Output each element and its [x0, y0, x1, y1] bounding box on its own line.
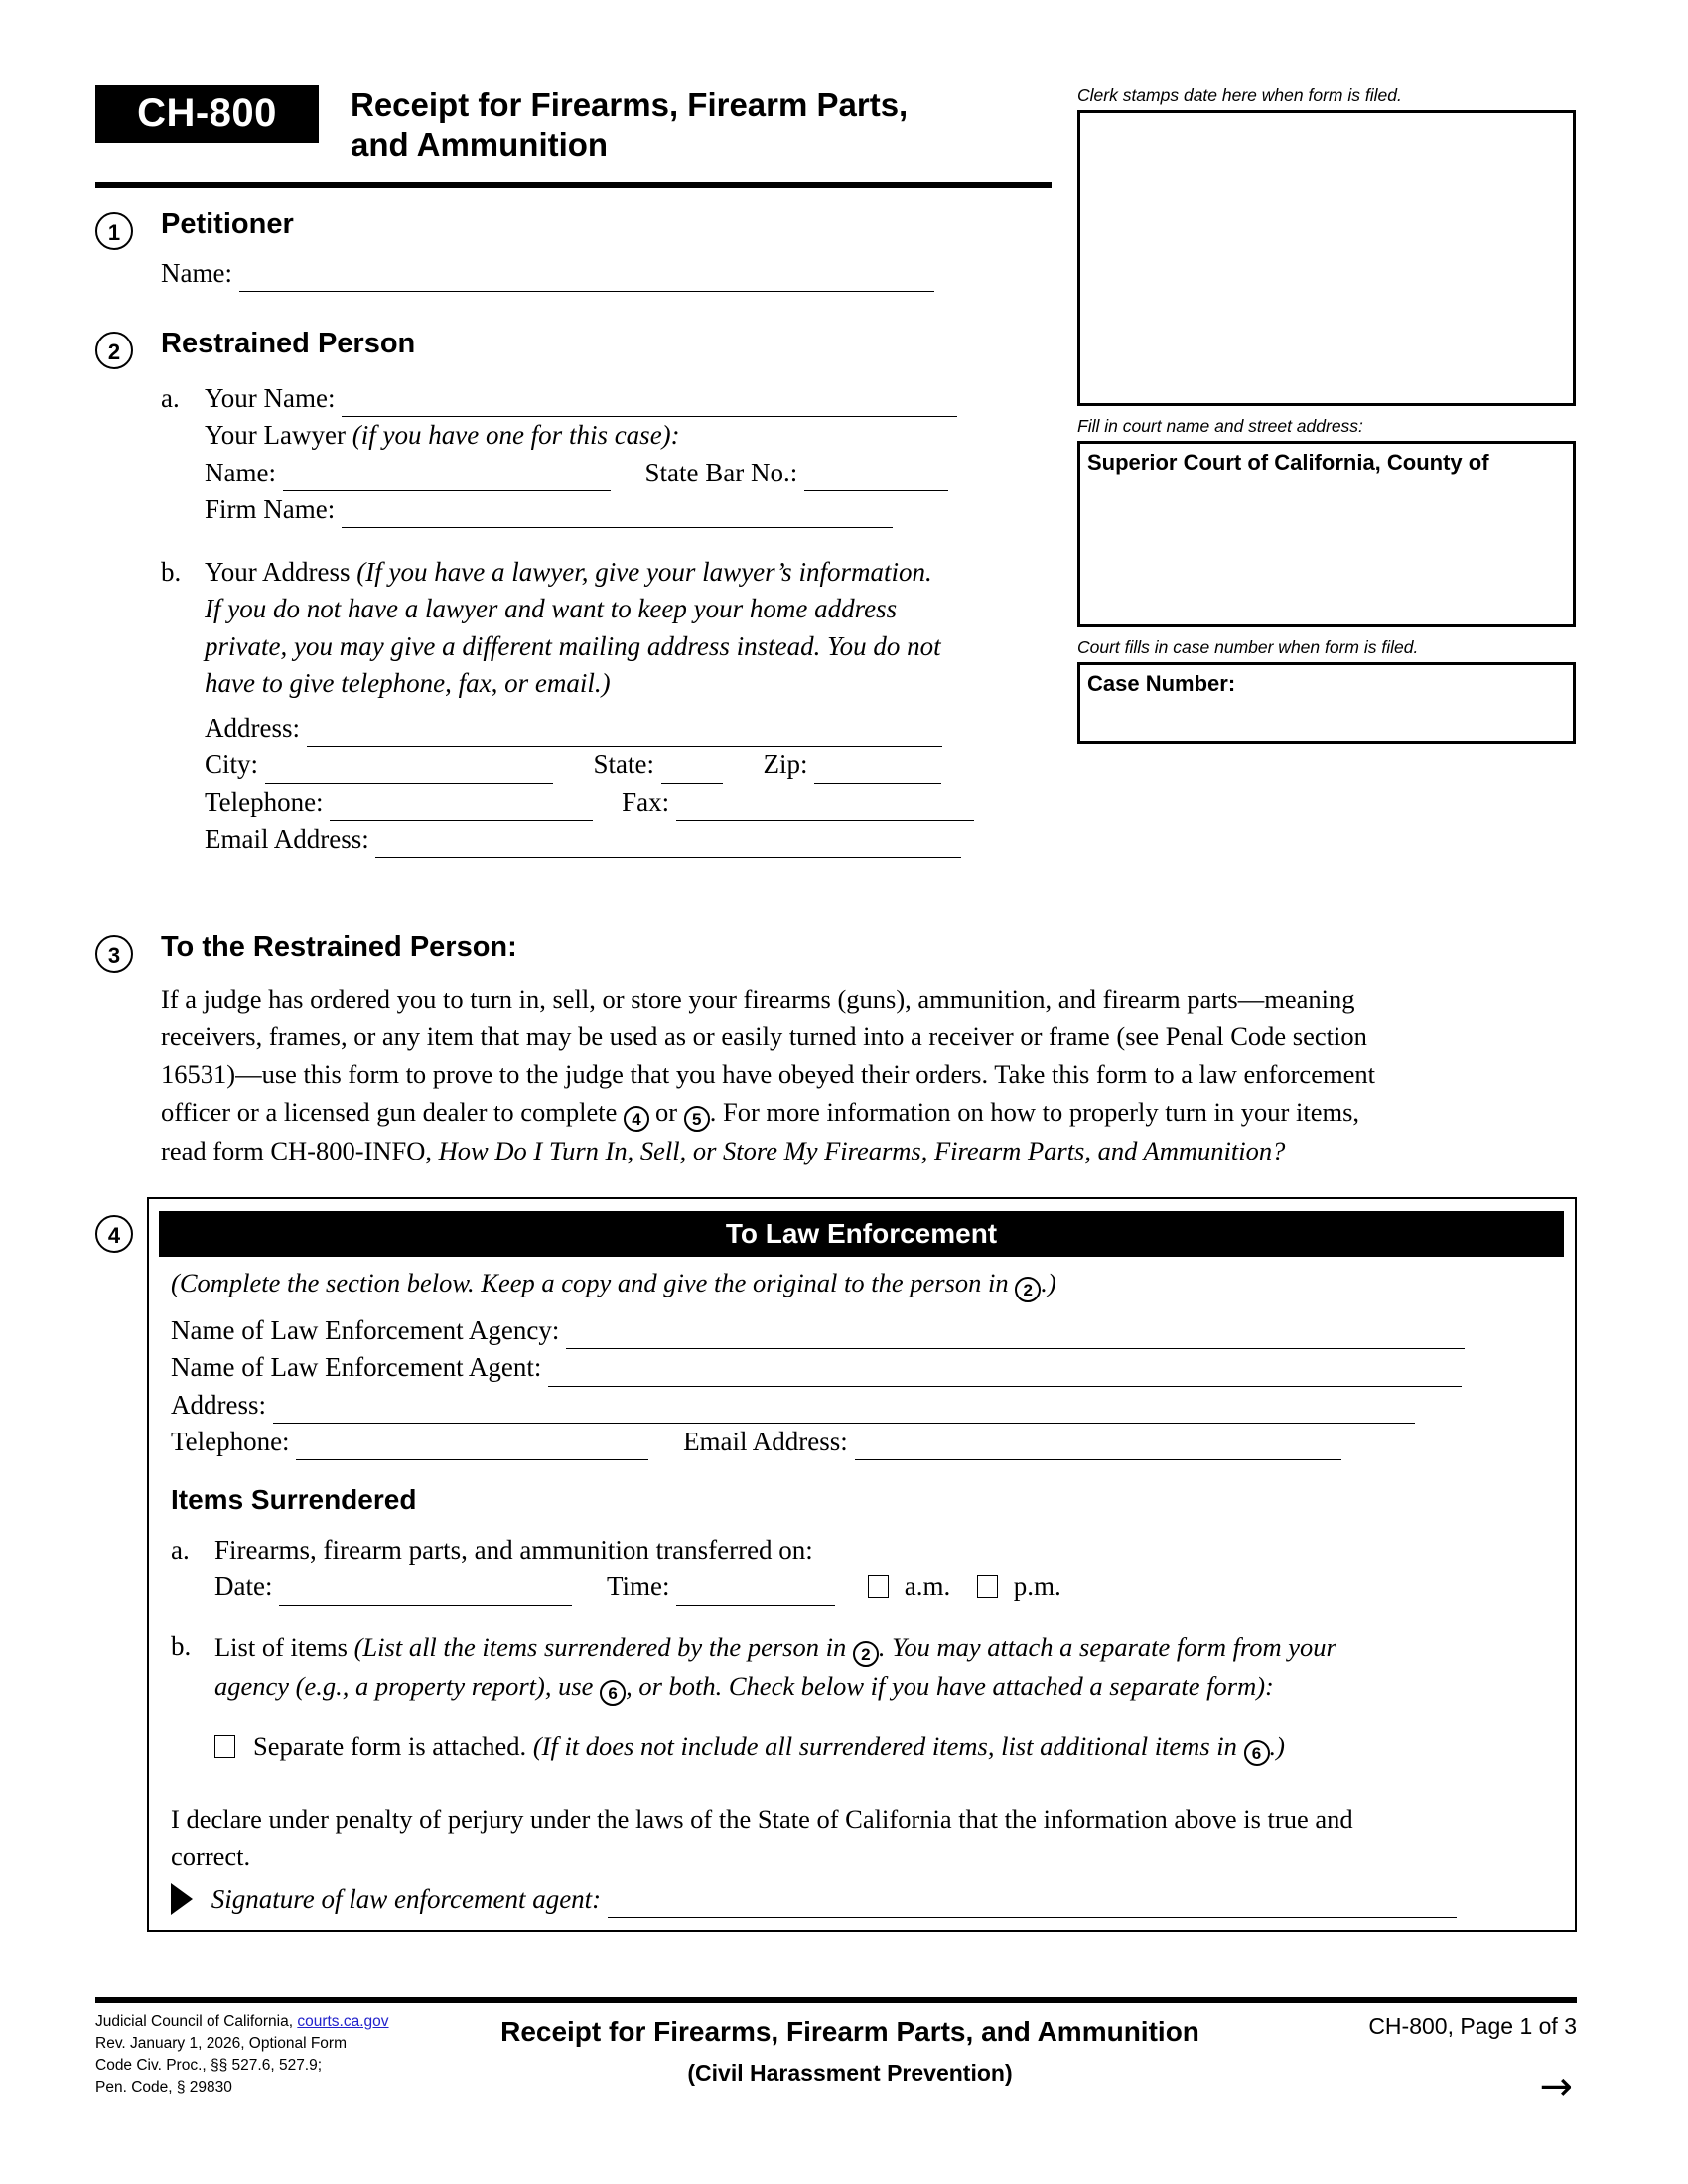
signature-row [171, 1881, 1561, 1918]
items-surrendered-heading: Items Surrendered [171, 1484, 417, 1515]
your-name-row [205, 380, 1058, 417]
separate-form-note-a: (If it does not include all surrendered items, list additional items in [526, 1730, 1244, 1761]
state-bar-input[interactable] [804, 457, 948, 491]
footer-subtitle: (Civil Harassment Prevention) [687, 2059, 1013, 2086]
section-3-line-3: 16531)—use this form to prove to the judge that you have obeyed their orders. Take this form to a law enforcement [161, 1059, 1375, 1090]
header-divider [95, 182, 1052, 188]
section-3-number: 3 [95, 935, 133, 973]
le-agent-input[interactable] [548, 1352, 1462, 1387]
section-3-body [161, 980, 1585, 1170]
section-4-number: 4 [95, 1215, 133, 1253]
petitioner-name-input[interactable] [239, 258, 934, 293]
form-header [95, 85, 1049, 166]
your-address-note-3: private, you may give a different mailing address instead. You do not [205, 630, 941, 661]
telephone-input[interactable] [330, 786, 593, 821]
case-number-label: Case Number: [1087, 670, 1236, 696]
section-3-line-1: If a judge has ordered you to turn in, sell, or store your firearms (guns), ammunition, and firearm parts—meaning [161, 984, 1355, 1014]
fax-input[interactable] [676, 786, 974, 821]
le-address-label: Address: [171, 1389, 266, 1420]
time-input[interactable] [676, 1571, 835, 1606]
section-4-banner: To Law Enforcement [159, 1211, 1564, 1257]
footer-revision: Rev. January 1, 2026, Optional Form [95, 2035, 348, 2052]
le-telephone-label: Telephone: [171, 1426, 290, 1456]
item-b-letter: b. [161, 557, 182, 587]
your-address-note-1: (If you have a lawyer, give your lawyer’s information. [356, 557, 932, 587]
section-4-instruction [171, 1265, 1561, 1302]
form-number-badge: CH-800 [95, 85, 319, 143]
signature-input[interactable] [608, 1883, 1457, 1918]
step-ref-2-icon-b: 2 [853, 1641, 879, 1667]
footer-legal-block [95, 2011, 453, 2099]
date-time-row [214, 1569, 1561, 1605]
list-of-items-note-c: agency (e.g., a property report), use [214, 1670, 601, 1701]
time-label: Time: [606, 1571, 670, 1602]
section-2-heading: Restrained Person [161, 328, 416, 359]
step-ref-2-icon: 2 [1015, 1277, 1041, 1302]
address-label: Address: [205, 713, 300, 743]
city-label: City: [205, 750, 259, 780]
city-state-zip-row [205, 747, 1058, 783]
section-3-heading: To the Restrained Person: [161, 931, 517, 963]
lawyer-name-row [205, 455, 1058, 491]
your-address-note-2: If you do not have a lawyer and want to keep your home address [205, 594, 898, 624]
your-lawyer-note: (if you have one for this case): [352, 420, 680, 451]
case-number-box[interactable] [1077, 662, 1576, 744]
your-address-row [205, 554, 1058, 591]
zip-label: Zip: [763, 750, 808, 780]
footer-title-block [403, 2015, 1297, 2087]
le-address-input[interactable] [273, 1389, 1415, 1424]
signature-label: Signature of law enforcement agent: [211, 1883, 602, 1914]
footer-council-line [95, 2011, 453, 2033]
address-input[interactable] [307, 713, 942, 748]
step-ref-6-icon-b: 6 [1244, 1740, 1270, 1766]
court-info-column [1077, 85, 1576, 744]
lawyer-name-input[interactable] [283, 457, 611, 491]
item-a-letter: a. [161, 383, 180, 413]
email-input[interactable] [375, 823, 961, 858]
list-of-items-label: List of items [214, 1631, 348, 1662]
section-1-number: 1 [95, 212, 133, 250]
state-label: State: [593, 750, 655, 780]
section-to-restrained-person [95, 933, 1585, 1170]
transfer-text: Firearms, firearm parts, and ammunition transferred on: [214, 1535, 813, 1565]
le-agency-row [171, 1312, 1561, 1349]
list-of-items-line-2 [214, 1667, 1561, 1706]
section-petitioner [95, 210, 1049, 292]
section-4-instruction-a: (Complete the section below. Keep a copy and give the original to the person in [171, 1268, 1016, 1297]
court-name-caption: Fill in court name and street address: [1077, 415, 1363, 436]
case-number-caption: Court fills in case number when form is filed. [1077, 636, 1419, 657]
pm-label: p.m. [1013, 1571, 1061, 1602]
form-title-line1: Receipt for Firearms, Firearm Parts, [351, 86, 909, 123]
address-row [205, 710, 1058, 747]
section-law-enforcement [171, 1265, 1561, 1918]
signature-arrow-icon [171, 1883, 193, 1915]
zip-input[interactable] [814, 750, 941, 784]
section-3-line-4a: officer or a licensed gun dealer to complete [161, 1097, 625, 1128]
am-checkbox[interactable] [868, 1575, 889, 1598]
state-input[interactable] [661, 750, 723, 784]
section-4-item-b [171, 1628, 1561, 1766]
le-agency-input[interactable] [566, 1315, 1465, 1350]
footer-code-2: Pen. Code, § 29830 [95, 2079, 232, 2096]
le-agency-label: Name of Law Enforcement Agency: [171, 1315, 560, 1345]
section-1-heading: Petitioner [161, 208, 294, 240]
section-3-line-4c: . For more information on how to properly turn in your items, [709, 1097, 1360, 1128]
footer-council-text: Judicial Council of California, [95, 2013, 298, 2030]
form-info-title: How Do I Turn In, Sell, or Store My Firearms, Firearm Parts, and Ammunition? [438, 1136, 1286, 1166]
section-2-number: 2 [95, 332, 133, 369]
le-agent-row [171, 1349, 1561, 1386]
separate-form-row [214, 1727, 1561, 1766]
city-input[interactable] [265, 750, 553, 784]
courts-website-link[interactable]: courts.ca.gov [297, 2013, 389, 2030]
footer-divider [95, 1997, 1577, 2003]
court-name-box[interactable] [1077, 441, 1576, 627]
le-agent-label: Name of Law Enforcement Agent: [171, 1352, 542, 1383]
email-label: Email Address: [205, 823, 369, 854]
section-4-instruction-b: .) [1041, 1268, 1056, 1297]
next-page-arrow-icon: → [1539, 2064, 1573, 2110]
firm-name-row [205, 491, 1058, 528]
le-address-row [171, 1387, 1561, 1424]
declaration-line-2: correct. [171, 1841, 251, 1871]
state-bar-label: State Bar No.: [644, 457, 798, 487]
le-telephone-email-row [171, 1424, 1561, 1460]
le-email-input[interactable] [855, 1426, 1341, 1460]
le-email-label: Email Address: [683, 1426, 848, 1456]
firm-name-label: Firm Name: [205, 493, 336, 524]
footer-code-1: Code Civ. Proc., §§ 527.6, 527.9; [95, 2057, 323, 2074]
footer-page-info: CH-800, Page 1 of 3 [1368, 2013, 1577, 2039]
your-lawyer-row [205, 417, 1058, 454]
section-3-line-4b: or [655, 1097, 684, 1128]
separate-form-note-b: .) [1269, 1730, 1285, 1761]
am-label: a.m. [904, 1571, 951, 1602]
your-name-input[interactable] [342, 383, 957, 418]
email-row [205, 821, 1058, 858]
fax-label: Fax: [622, 786, 670, 817]
date-label: Date: [214, 1571, 273, 1602]
le-telephone-input[interactable] [296, 1426, 648, 1460]
your-lawyer-label: Your Lawyer [205, 420, 346, 451]
list-of-items-line-1 [214, 1628, 1561, 1667]
section-2-item-a [161, 380, 1058, 528]
section-3-line-2: receivers, frames, or any item that may be used as or easily turned into a receiver or frame (see Penal Code section [161, 1022, 1367, 1052]
your-name-label: Your Name: [205, 383, 336, 413]
telephone-fax-row [205, 784, 1058, 821]
section-3-line-5a: read form CH-800-INFO, [161, 1136, 439, 1166]
le-item-b-letter: b. [171, 1630, 192, 1661]
step-ref-4-icon: 4 [624, 1106, 649, 1132]
section-3-line-5 [161, 1132, 1585, 1169]
list-of-items-note-b: . You may attach a separate form from your [878, 1631, 1336, 1662]
form-title-line2: and Ammunition [351, 126, 609, 164]
firm-name-input[interactable] [342, 493, 893, 528]
separate-form-label: Separate form is attached. [253, 1730, 527, 1761]
lawyer-name-label: Name: [205, 457, 276, 487]
section-restrained-person [95, 330, 1058, 858]
list-of-items-note-d: , or both. Check below if you have attached a separate form): [626, 1670, 1274, 1701]
your-address-label: Your Address [205, 557, 351, 587]
section-2-item-b [161, 554, 1058, 858]
step-ref-6-icon: 6 [600, 1680, 626, 1706]
your-address-note-4: have to give telephone, fax, or email.) [205, 667, 611, 698]
clerk-stamp-caption: Clerk stamps date here when form is filed. [1077, 85, 1402, 105]
le-item-a-letter: a. [171, 1535, 190, 1565]
footer-title: Receipt for Firearms, Firearm Parts, and Ammunition [500, 2016, 1199, 2047]
declaration-line-1: I declare under penalty of perjury under the laws of the State of California that the information above is true and [171, 1803, 1353, 1834]
separate-form-checkbox[interactable] [214, 1735, 235, 1758]
step-ref-5-icon: 5 [684, 1106, 710, 1132]
telephone-label: Telephone: [205, 786, 324, 817]
section-3-line-4 [161, 1093, 1585, 1132]
petitioner-name-label: Name: [161, 258, 232, 288]
court-name-value: Superior Court of California, County of [1087, 449, 1489, 475]
clerk-stamp-box[interactable] [1077, 110, 1576, 406]
pm-checkbox[interactable] [977, 1575, 998, 1598]
form-title [351, 85, 1006, 166]
date-input[interactable] [279, 1571, 572, 1606]
declaration-block [171, 1800, 1561, 1919]
list-of-items-note-a: (List all the items surrendered by the person in [347, 1631, 853, 1662]
section-4-item-a [171, 1532, 1561, 1606]
petitioner-name-row [161, 255, 1049, 292]
